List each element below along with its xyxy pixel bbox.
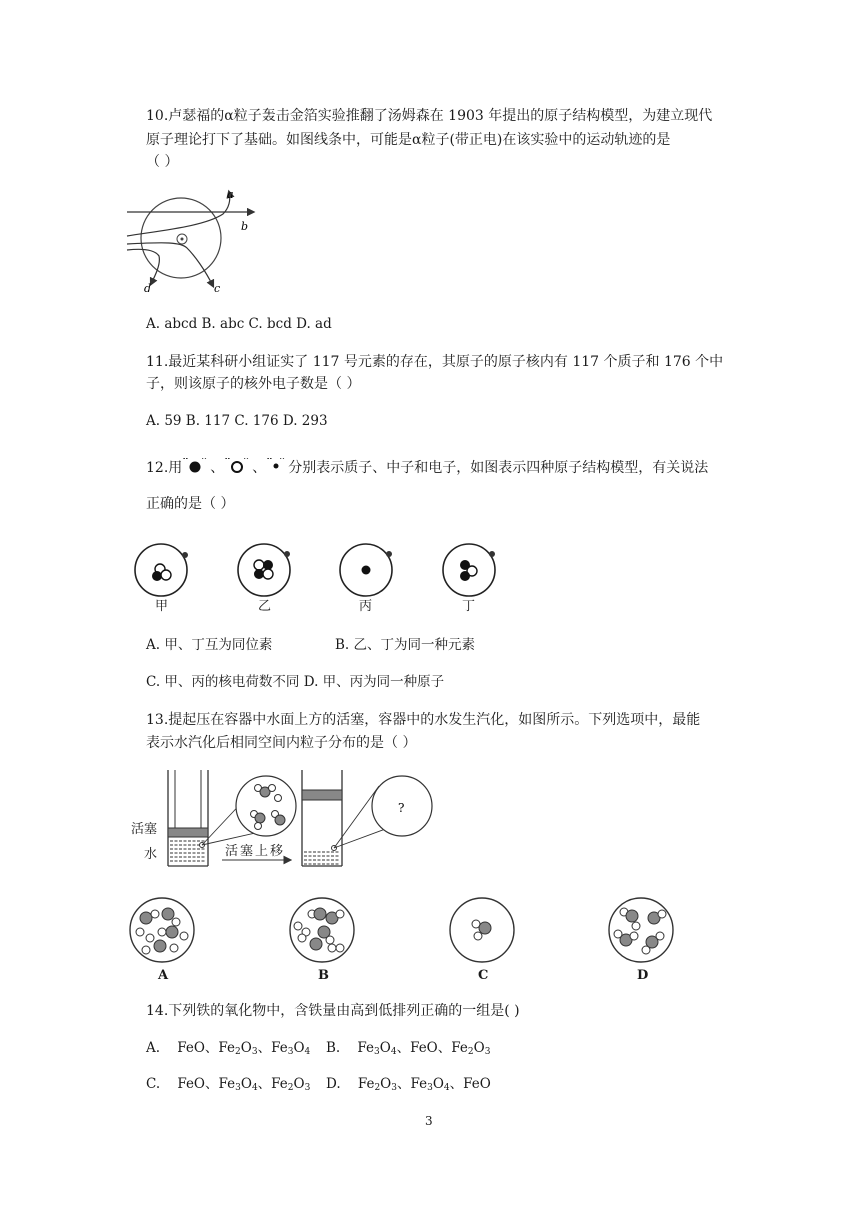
track-d xyxy=(127,249,159,284)
atom-model-bing xyxy=(340,544,392,596)
choice-a-diagram xyxy=(130,898,194,962)
atom-model-jia xyxy=(135,544,188,596)
q12-sep-1: 、 xyxy=(210,460,225,476)
model-label-jia: 甲 xyxy=(155,599,169,614)
svg-text:”: ” xyxy=(201,458,209,470)
rutherford-figure xyxy=(125,186,265,298)
question-mark: ? xyxy=(398,801,405,815)
proton-symbol xyxy=(182,460,210,476)
particle-choices-figure xyxy=(126,894,676,986)
q14-option-c: C. FeO、$Fe_3O_4$、$Fe_2O_3$ xyxy=(146,1076,311,1093)
q12-tail: 分别表示质子、中子和电子，如图表示四种原子结构模型，有关说法 xyxy=(288,460,709,476)
choice-d-diagram xyxy=(609,898,673,962)
choice-b-diagram xyxy=(290,898,354,962)
q10-line-1: 10.卢瑟福的α粒子轰击金箔实验推翻了汤姆森在 1903 年提出的原子结构模型，为建立现代 xyxy=(146,108,713,124)
q10-line-2: 原子理论打下了基础。如图线条中，可能是α粒子(带正电)在该实验中的运动轨迹的是 xyxy=(146,132,671,148)
q12-line-2: 正确的是（ ） xyxy=(146,496,235,512)
choice-label-b: B xyxy=(318,968,329,983)
svg-text:“: “ xyxy=(224,458,232,470)
water-label: 水 xyxy=(144,847,158,862)
q14-line-1: 14.下列铁的氧化物中，含铁量由高到低排列正确的一组是( ) xyxy=(146,1003,520,1019)
atom-models-figure xyxy=(130,540,510,616)
piston-label: 活塞 xyxy=(131,822,158,837)
q11-options: A. 59 B. 117 C. 176 D. 293 xyxy=(146,413,328,429)
label-b: b xyxy=(241,220,249,233)
model-label-yi: 乙 xyxy=(258,599,272,614)
container-after xyxy=(302,770,432,866)
model-label-bing: 丙 xyxy=(359,599,373,614)
q12-sep-2: 、 xyxy=(252,460,267,476)
q11-line-1: 11.最近某科研小组证实了 117 号元素的存在，其原子的原子核内有 117 个质子和 176 个中 xyxy=(146,354,724,370)
q11-line-2: 子，则该原子的核外电子数是（ ） xyxy=(146,376,361,392)
atom-model-ding xyxy=(443,544,495,596)
q12-option-a: A. 甲、丁互为同位素 xyxy=(146,637,273,653)
label-a: a xyxy=(227,188,234,201)
q12-option-b: B. 乙、丁为同一种元素 xyxy=(335,637,476,653)
q12-options-cd: C. 甲、丙的核电荷数不同 D. 甲、丙为同一种原子 xyxy=(146,674,445,690)
choice-label-c: C xyxy=(478,968,489,983)
svg-text:”: ” xyxy=(279,458,287,470)
model-label-ding: 丁 xyxy=(462,599,476,614)
choice-c-diagram xyxy=(450,898,514,962)
page-number: 3 xyxy=(425,1114,433,1128)
q12-lead: 12.用 xyxy=(146,460,183,476)
svg-text:“: “ xyxy=(182,458,190,470)
q14-option-d: D. $Fe_2O_3$、$Fe_3O_4$、FeO xyxy=(326,1076,491,1093)
atom-model-yi xyxy=(238,544,290,596)
neutron-symbol xyxy=(224,460,252,476)
choice-label-a: A xyxy=(158,968,169,983)
q12-line-1 xyxy=(146,458,708,478)
q13-line-2: 表示水汽化后相同空间内粒子分布的是（ ） xyxy=(146,735,417,751)
q14-option-a: A. FeO、$Fe_2O_3$、$Fe_3O_4$ xyxy=(146,1040,311,1057)
label-d: d xyxy=(144,282,152,295)
svg-text:“: “ xyxy=(266,458,274,470)
svg-text:”: ” xyxy=(243,458,251,470)
q10-options: A. abcd B. abc C. bcd D. ad xyxy=(146,316,332,332)
q10-line-3: （ ） xyxy=(146,154,179,170)
label-c: c xyxy=(214,282,221,295)
electron-symbol xyxy=(266,460,288,476)
q13-line-1: 13.提起压在容器中水面上方的活塞，容器中的水发生汽化，如图所示。下列选项中，最能 xyxy=(146,712,701,728)
q14-option-b: B. $Fe_3O_4$、FeO、$Fe_2O_3$ xyxy=(326,1040,491,1057)
choice-label-d: D xyxy=(637,968,649,983)
arrow-label: 活塞上移 xyxy=(225,844,286,859)
